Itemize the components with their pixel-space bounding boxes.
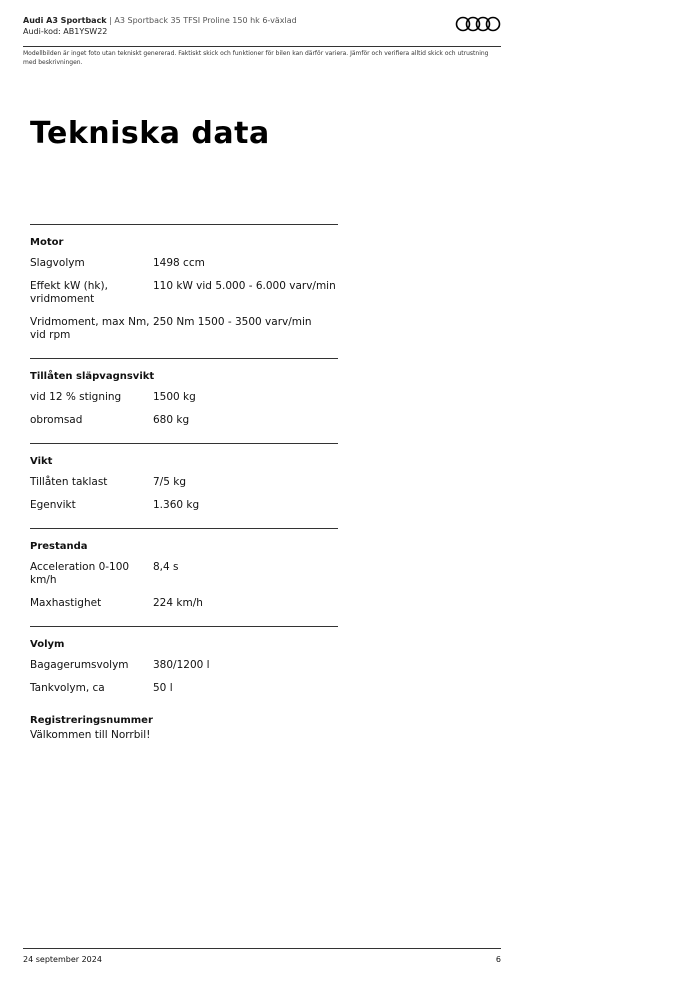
page-number: 6 bbox=[495, 955, 501, 964]
spec-value: 8,4 s bbox=[153, 561, 179, 573]
spec-section bbox=[30, 224, 338, 358]
footer-date: 24 september 2024 bbox=[23, 955, 102, 964]
registration-text: Välkommen till Norrbil! bbox=[30, 729, 151, 741]
spec-row bbox=[30, 414, 338, 427]
spec-section bbox=[30, 528, 338, 626]
section-title: Prestanda bbox=[30, 541, 88, 552]
spec-row bbox=[30, 499, 338, 512]
footer-divider bbox=[23, 948, 501, 949]
spec-label: Tillåten taklast bbox=[30, 476, 108, 488]
spec-section bbox=[30, 443, 338, 528]
spec-section bbox=[30, 358, 338, 443]
spec-value: 1.360 kg bbox=[153, 499, 200, 511]
spec-row bbox=[30, 682, 338, 695]
section-title: Motor bbox=[30, 237, 64, 248]
spec-value: 50 l bbox=[153, 682, 173, 694]
spec-row bbox=[30, 257, 338, 270]
audi-rings-icon bbox=[455, 16, 501, 32]
spec-value: 224 km/h bbox=[153, 597, 203, 609]
spec-value: 380/1200 l bbox=[153, 659, 210, 671]
spec-value: 7/5 kg bbox=[153, 476, 186, 488]
spec-value: 1500 kg bbox=[153, 391, 196, 403]
spec-value: 680 kg bbox=[153, 414, 190, 426]
header-model-line bbox=[23, 15, 501, 26]
spec-row bbox=[30, 597, 338, 610]
registration-title: Registreringsnummer bbox=[30, 715, 153, 726]
spec-row bbox=[30, 659, 338, 672]
spec-value: 250 Nm 1500 - 3500 varv/min bbox=[153, 316, 312, 328]
spec-label: Slagvolym bbox=[30, 257, 85, 269]
spec-label: Tankvolym, ca bbox=[30, 682, 105, 694]
spec-row bbox=[30, 316, 338, 342]
spec-section bbox=[30, 626, 338, 711]
header-audi-code: Audi-kod: AB1YSW22 bbox=[23, 27, 108, 36]
spec-label: Effekt kW (hk), vridmoment bbox=[30, 280, 108, 305]
section-title: Vikt bbox=[30, 456, 53, 467]
section-title: Tillåten släpvagnsvikt bbox=[30, 371, 155, 382]
registration-block bbox=[30, 714, 153, 742]
spec-label: obromsad bbox=[30, 414, 83, 426]
header-separator: | bbox=[109, 16, 112, 25]
spec-table bbox=[30, 224, 338, 711]
page-footer bbox=[23, 955, 501, 964]
spec-value: 1498 ccm bbox=[153, 257, 205, 269]
spec-row bbox=[30, 476, 338, 489]
spec-label: Egenvikt bbox=[30, 499, 76, 511]
spec-label: vid 12 % stigning bbox=[30, 391, 122, 403]
spec-label: Acceleration 0-100 km/h bbox=[30, 561, 130, 586]
header-brand-model: Audi A3 Sportback bbox=[23, 16, 107, 25]
header-model-desc: A3 Sportback 35 TFSI Proline 150 hk 6-växlad bbox=[114, 16, 297, 25]
spec-value: 110 kW vid 5.000 - 6.000 varv/min bbox=[153, 280, 336, 292]
spec-row bbox=[30, 280, 338, 306]
header-divider bbox=[23, 46, 501, 47]
spec-label: Bagagerumsvolym bbox=[30, 659, 129, 671]
disclaimer-text: Modellbilden är inget foto utan tekniskt genererad. Faktiskt skick och funktioner för bilen kan därför variera. Jämför och verifiera alltid skick och utrustning med beskrivningen. bbox=[23, 50, 489, 66]
spec-row bbox=[30, 391, 338, 404]
page-header bbox=[23, 15, 501, 37]
page-title: Tekniska data bbox=[30, 116, 270, 151]
spec-label: Vridmoment, max Nm, vid rpm bbox=[30, 316, 150, 341]
section-title: Volym bbox=[30, 639, 65, 650]
spec-label: Maxhastighet bbox=[30, 597, 102, 609]
spec-row bbox=[30, 561, 338, 587]
